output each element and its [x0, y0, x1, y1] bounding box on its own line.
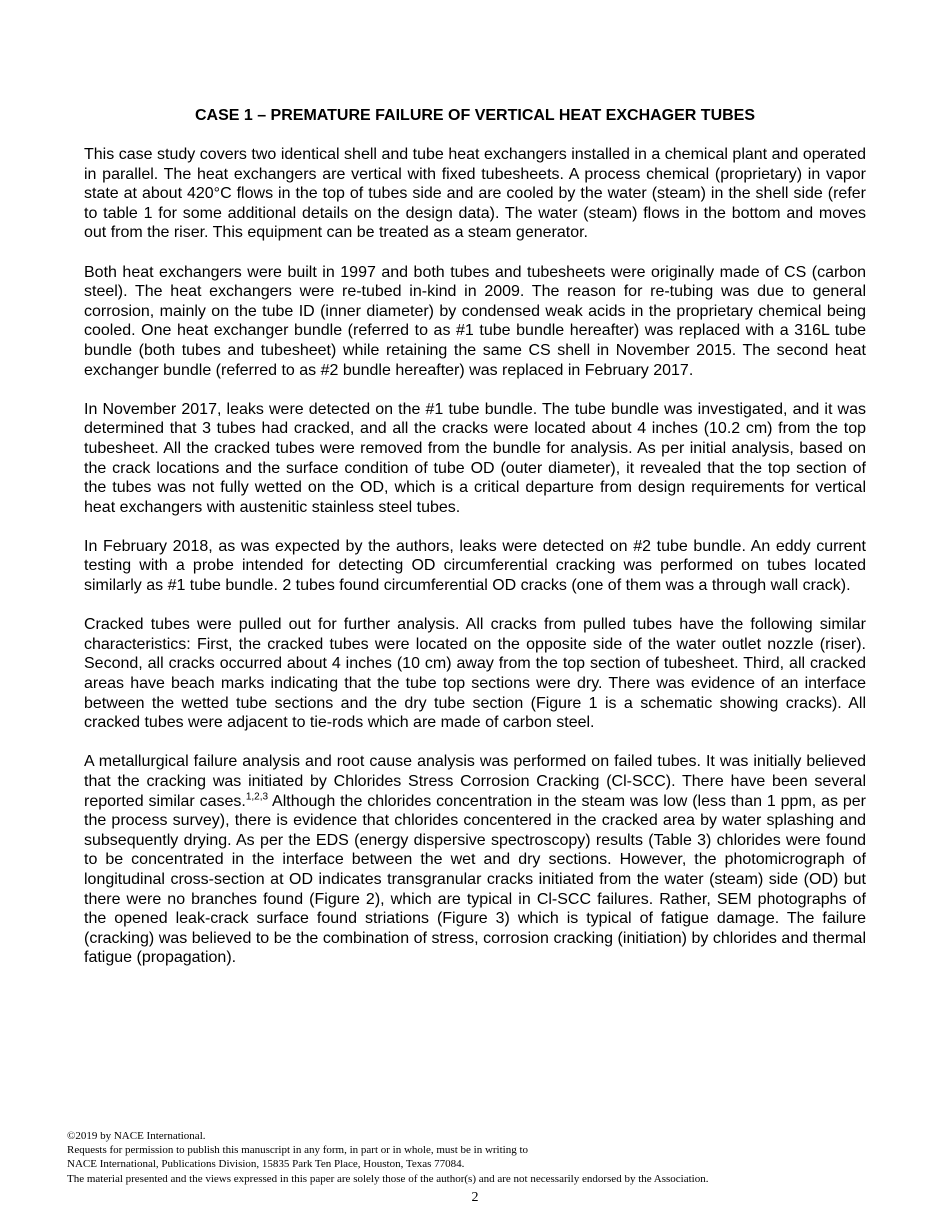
- section-title: CASE 1 – PREMATURE FAILURE OF VERTICAL HEAT EXCHAGER TUBES: [194, 107, 756, 124]
- paragraph-6-text-b: Although the chlorides concentration in the steam was low (less than 1 ppm, as per the process survey), there is evidence that chlorides concentered in the cracked area by water splashing and subsequently drying. As per the EDS (energy dispersive spectroscopy) results (Table 3) chlorides were found to be concentrated in the interface between the wet and dry sections. However, the photomicrograph of longitudinal cross-section at OD indicates transgranular cracks initiated from the water (steam) side (OD) but there were no branches found (Figure 2), which are typical in Cl-SCC failures. Rather, SEM photographs of the opened leak-crack surface found striations (Figure 3) which is typical of fatigue damage. The failure (cracking) was believed to be the combination of stress, corrosion cracking (initiation) by chlorides and thermal fatigue (propagation).: [84, 792, 866, 967]
- paragraph-2: Both heat exchangers were built in 1997 and both tubes and tubesheets were originally made of CS (carbon steel). The heat exchangers were re-tubed in-kind in 2009. The reason for re-tubing was due to general corrosion, mainly on the tube ID (inner diameter) by condensed weak acids in the proprietary chemical being cooled. One heat exchanger bundle (referred to as #1 tube bundle hereafter) was replaced with a 316L tube bundle (both tubes and tubesheet) while retaining the same CS shell in November 2015. The second heat exchanger bundle (referred to as #2 bundle hereafter) was replaced in February 2017.: [84, 263, 866, 379]
- paragraph-6-text-a: A metallurgical failure analysis and root cause analysis was performed on failed tubes. It was initially believed that the cracking was initiated by Chlorides Stress Corrosion Cracking (Cl-SCC). There have been several reported similar cases.: [84, 753, 866, 810]
- footer-permissions: Requests for permission to publish this manuscript in any form, in part or in whole, must be in writing to: [67, 1144, 529, 1157]
- paragraph-4: In February 2018, as was expected by the authors, leaks were detected on #2 tube bundle. An eddy current testing with a probe intended for detecting OD circumferential cracking was performed on tubes located similarly as #1 tube bundle. 2 tubes found circumferential OD cracks (one of them was a through wall crack).: [84, 537, 866, 595]
- footer-disclaimer: The material presented and the views expressed in this paper are solely those of the author(s) and are not necessarily endorsed by the Association.: [67, 1172, 709, 1185]
- copyright-footer: [67, 1129, 887, 1186]
- body-text: [84, 145, 866, 988]
- paragraph-5: Cracked tubes were pulled out for further analysis. All cracks from pulled tubes have the following similar characteristics: First, the cracked tubes were located on the opposite side of the water outlet nozzle (riser). Second, all cracks occurred about 4 inches (10 cm) away from the top section of tubesheet. Third, all cracked areas have beach marks indicating that the tube top sections were dry. There was evidence of an interface between the wetted tube sections and the dry tube section (Figure 1 is a schematic showing cracks). All cracked tubes were adjacent to tie-rods which are made of carbon steel.: [84, 616, 866, 732]
- reference-superscript: 1,2,3: [245, 791, 269, 803]
- footer-copyright: ©2019 by NACE International.: [67, 1130, 206, 1142]
- footer-address: NACE International, Publications Division, 15835 Park Ten Place, Houston, Texas 77084.: [67, 1158, 465, 1171]
- paragraph-3: In November 2017, leaks were detected on the #1 tube bundle. The tube bundle was investigated, and it was determined that 3 tubes had cracked, and all the cracks were located about 4 inches (10.2 cm) from the top tubesheet. All the cracked tubes were removed from the bundle for analysis. As per initial analysis, based on the crack locations and the surface condition of tube OD (outer diameter), it revealed that the top section of the tubes was not fully wetted on the OD, which is a critical departure from design requirements for vertical heat exchangers with austenitic stainless steel tubes.: [84, 400, 866, 516]
- paragraph-6: [84, 752, 866, 968]
- paragraph-1: This case study covers two identical shell and tube heat exchangers installed in a chemical plant and operated in parallel. The heat exchangers are vertical with fixed tubesheets. A process chemical (proprietary) in vapor state at about 420°C flows in the top of tubes side and are cooled by the water (steam) in the shell side (refer to table 1 for some additional details on the design data). The water (steam) flows in the bottom and moves out from the riser. This equipment can be treated as a steam generator.: [84, 146, 866, 242]
- page-number: 2: [471, 1190, 479, 1205]
